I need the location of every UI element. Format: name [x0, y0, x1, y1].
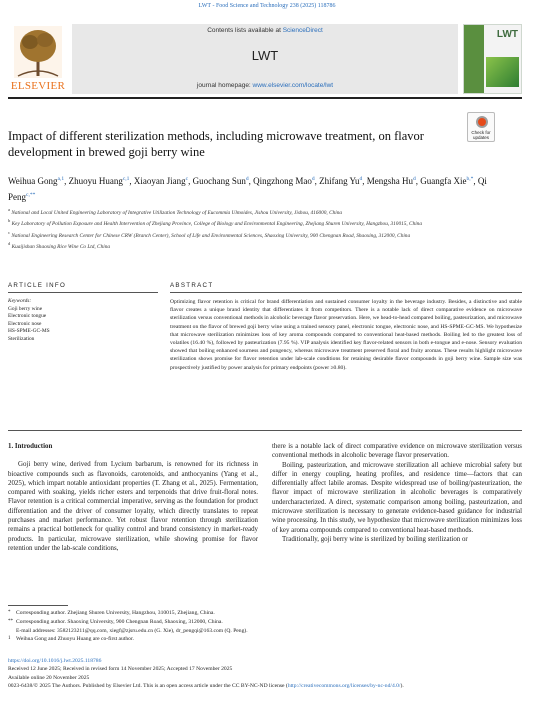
footnote-item	[8, 618, 522, 627]
footnote-text: E-mail addresses: 3582123211@qq.com, xiegf@zjsru.edu.cn (G. Xie), dr_pengqi@163.com (Q. Peng).	[16, 627, 248, 634]
keyword-item: HS-SPME-GC-MS	[8, 328, 50, 335]
doi-link[interactable]: https://doi.org/10.1016/j.lwt.2025.118786	[8, 658, 102, 664]
available-online: Available online 20 November 2025	[8, 674, 90, 681]
right-paragraphs	[272, 442, 522, 544]
affiliation-mark: b	[8, 218, 11, 224]
footnote-mark: *	[8, 610, 11, 615]
keyword-item: Goji berry wine	[8, 306, 43, 312]
crossmark-icon	[476, 116, 488, 128]
affiliation-text: National Engineering Research Center for Chinese CRW (Branch Center), School of Life and Environmental Sciences, Shaoxing University, 900 Chengnan Road, Shaoxing, 312000, China	[10, 232, 411, 239]
body-paragraph: there is a notable lack of direct comparative evidence on microwave sterilization versus conventional methods in alcoholic beverage flavor preservation.	[272, 443, 522, 460]
affiliation-text: National and Local United Engineering Laboratory of Integrative Utilization Technology of Eucommia Ulmoides, Jishou University, Jishou, 416000, China	[10, 209, 343, 216]
license-suffix: ).	[400, 683, 404, 690]
masthead-rule	[8, 97, 522, 99]
affiliation-text: Kuaijishan Shaoxing Rice Wine Co Ltd, China	[10, 243, 111, 250]
article-info-rule	[8, 292, 158, 293]
author-affiliation-mark[interactable]: d	[245, 176, 249, 182]
author-name: Qingzhong Mao	[253, 176, 312, 186]
footnote-text: Corresponding author. Shaoxing University, 900 Chengnan Road, Shaoxing, 312000, China.	[16, 618, 223, 625]
body-column-right	[272, 442, 522, 544]
abstract-text: Optimizing flavor retention is critical for brand differentiation and sustained consumer loyalty in the beverage industry. Besides, a distinctive and stable flavor creates a unique brand identity that differentiates it from competitors. There is a notable lack of direct comparative evidence on microwave sterilization versus conventional methods in alcoholic beverage flavor preservation. Here, we head-to-head compared boiling, pasteurization, and microwave treatment on the flavor of brewed goji berry wine using a trained sensory panel, electronic tongue, electronic nose, and HS-SPME-GC-MS. We hypothesize that microwave sterilization minimizes loss of key aroma compounds compared to conventional heat-based methods. Boiling led to the greatest loss of volatiles (16.40 %), followed by pasteurization (7.95 %). VIP analysis identified key flavor-related sensors in both e-tongue and e-nose. Sensory evaluation showed that boiling enhanced sourness and pungency, whereas microwave treatment preserved floral and fruity aromas. These results highlight microwave sterilization shows promise for flavor retention under lab-scale conditions for retaining desirable flavor compounds in goji berry wine. Sample size was prospectively justified by power analysis for primary endpoints (power ≥0.80).	[170, 299, 522, 371]
footnote-item	[8, 609, 522, 618]
keywords-title: Keywords:	[8, 298, 32, 304]
author-name: Zhuoyu Huang	[68, 176, 123, 186]
body-paragraph: Goji berry wine, derived from Lycium barbarum, is renowned for its richness in bioactive compounds such as flavonoids, carotenoids, and anthocyanins (Yang et al., 2025), which impart notable antioxidant properties (T. Zhang et al., 2025). Fermentation, compared with soaking, yields richer esters and terpenoids that drive fruit-floral notes. Flavor retention is a critical commercial imperative, serving as the foundation for product differentiation and the driver of consumer loyalty, which directly translates to repeat purchases and market performance. Yet robust flavor retention through sterilization remains a practical bottleneck for quality control and brand consistency in market-ready products. In particular, microwave sterilization, while showing promise for flavor retention under the lab-scale conditions,	[8, 461, 258, 552]
author-affiliation-mark[interactable]: d	[359, 176, 363, 182]
author-affiliation-mark[interactable]: d	[311, 176, 315, 182]
contents-line	[72, 27, 458, 34]
author-name: Xiaoyan Jiang	[133, 176, 186, 186]
author-name: Zhifang Yu	[319, 176, 360, 186]
masthead-banner	[72, 24, 458, 94]
cover-band	[464, 25, 484, 94]
author-affiliation-mark[interactable]: b,*	[466, 176, 474, 182]
cover-title: LWT	[496, 29, 518, 40]
keyword-item: Sterilization	[8, 335, 35, 342]
footnotes	[8, 609, 522, 644]
license-line	[8, 682, 522, 690]
body-paragraph: Boiling, pasteurization, and microwave sterilization all achieve microbial safety but differ in energy coupling, heating profiles, and residence time—factors that can differentially affect labile aromas. Despite widespread use of boiling/pasteurization, the flavor impact of microwave sterilization in alcoholic beverages is comparatively undercharacterized. A direct, systematic comparison among boiling, pasteurization, and microwave sterilization is necessary to generate evidence-based guidance for industrial wine processing. In this study, we hypothesize that microwave sterilization minimizes loss of key aroma compounds compared to conventional heat-based methods.	[272, 461, 522, 534]
running-journal-ref[interactable]: LWT - Food Science and Technology 238 (2025) 118786	[198, 3, 336, 9]
license-link[interactable]: http://creativecommons.org/licenses/by-nc-nd/4.0/	[287, 683, 401, 690]
article-metadata	[8, 657, 522, 691]
author-affiliation-mark[interactable]: c,1	[122, 176, 130, 182]
body-column-left	[8, 442, 258, 553]
affiliation-item	[8, 206, 448, 217]
body-paragraph: Traditionally, goji berry wine is sterilized by boiling sterilization or	[282, 535, 468, 543]
affiliation-list	[8, 206, 448, 251]
footnote-text: Weihua Gong and Zhuoyu Huang are co-first author.	[16, 636, 134, 643]
journal-homepage-link[interactable]: www.elsevier.com/locate/lwt	[252, 82, 334, 89]
footnote-rule	[8, 605, 68, 606]
author-list: Weihua Gong$^{a,1}$, Zhuoyu Huang$^{c,1}$, Xiaoyan Jiang$^c$, Guochang Sun$^d$, Qingzhong Mao$^d$, Zhifang Yu$^d$, Mengsha Hu$^d$, Guangfa Xie$^{b,*}$, Qi Peng$^{c,**}$	[8, 176, 487, 202]
publisher-wordmark: ELSEVIER	[10, 80, 66, 92]
author-name: Guangfa Xie	[420, 176, 467, 186]
affiliation-item	[8, 229, 448, 240]
author-name: Guochang Sun	[192, 176, 246, 186]
author-affiliation-mark[interactable]: a,1	[57, 176, 65, 182]
homepage-line	[72, 82, 458, 89]
sciencedirect-link[interactable]: ScienceDirect	[282, 27, 323, 34]
keyword-item: Electronic nose	[8, 320, 42, 327]
article-title: Impact of different sterilization methods, including microwave treatment, on flavor development in brewed goji berry wine	[8, 129, 424, 159]
homepage-prefix: journal homepage:	[196, 82, 253, 89]
journal-name: LWT	[251, 48, 279, 63]
crossmark-label: Check for updates	[471, 130, 491, 140]
elsevier-logo[interactable]	[8, 24, 68, 94]
footnote-item	[8, 635, 522, 644]
author-affiliation-mark[interactable]: c	[185, 176, 189, 182]
abstract-rule	[170, 292, 522, 293]
author-affiliation-mark[interactable]: c,**	[26, 192, 36, 198]
affiliation-item	[8, 240, 448, 251]
author-name: Weihua Gong	[8, 176, 58, 186]
affiliation-mark: a	[8, 207, 10, 212]
keywords-list	[8, 306, 50, 343]
abstract-bottom-rule	[8, 430, 522, 431]
contents-prefix: Contents lists available at	[207, 27, 283, 34]
affiliation-text: Key Laboratory of Pollution Exposure and Health Intervention of Zhejiang Province, College of Biology and Environmental Engineering, Zhejiang Shuren University, Hangzhou, 310015, China	[10, 221, 422, 228]
left-paragraphs	[8, 460, 258, 553]
affiliation-item	[8, 217, 448, 228]
author-name: Qi Peng	[8, 176, 487, 202]
footnote-mark: **	[8, 618, 13, 624]
keyword-item: Electronic tongue	[8, 313, 47, 320]
masthead	[8, 24, 522, 96]
elsevier-tree-icon	[14, 26, 62, 78]
abstract-heading: ABSTRACT	[170, 282, 214, 289]
cover-image	[486, 57, 519, 87]
footnote-mark: 1	[8, 636, 11, 642]
section-heading-introduction: 1. Introduction	[8, 443, 53, 450]
author-name: Mengsha Hu	[366, 176, 414, 186]
received-dates: Received 12 June 2025; Received in revised form 14 November 2025; Accepted 17 November 2025	[8, 666, 233, 673]
author-affiliation-mark[interactable]: d	[413, 176, 416, 182]
journal-cover-thumbnail[interactable]	[463, 24, 522, 94]
footnote-item	[8, 627, 522, 636]
license-prefix: 0023-6438/© 2025 The Authors. Published by Elsevier Ltd. This is an open access article under the CC BY-NC-ND license (	[8, 683, 288, 690]
affiliation-mark: d	[8, 240, 11, 246]
check-for-updates-badge[interactable]	[467, 112, 495, 142]
article-info-heading: ARTICLE INFO	[8, 282, 67, 289]
affiliation-mark: c	[8, 229, 10, 235]
footnote-text: Corresponding author. Zhejiang Shuren University, Hangzhou, 310015, Zhejiang, China.	[16, 610, 215, 616]
